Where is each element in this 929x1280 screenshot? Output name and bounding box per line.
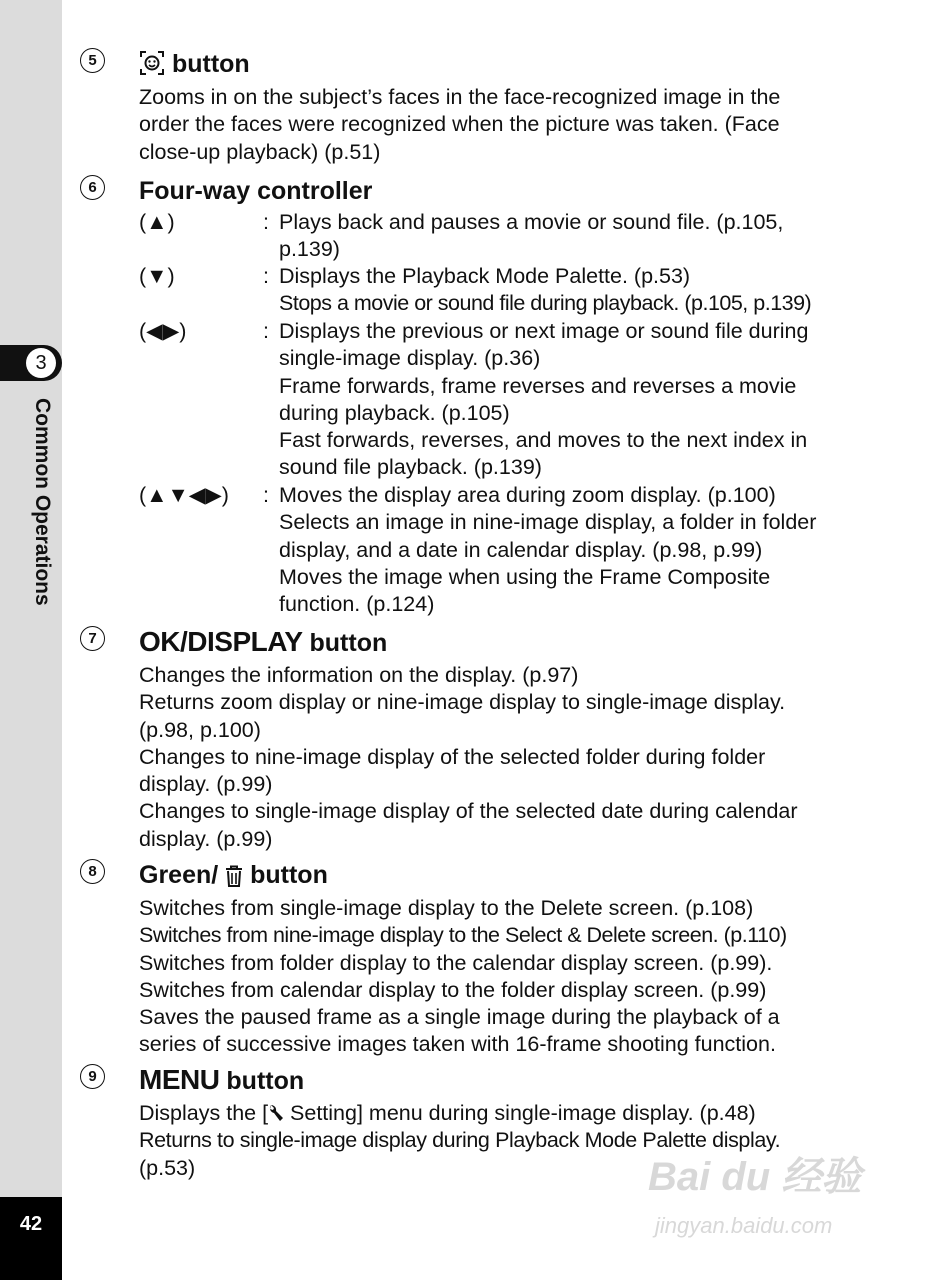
section-title: button — [250, 861, 328, 889]
desc-line: Stops a movie or sound file during playback. (p.105, p.139) — [279, 291, 812, 316]
desc-line: Fast forwards, reverses, and moves to the next index in — [279, 428, 808, 453]
section-body — [139, 895, 869, 1059]
page-number: 42 — [19, 1213, 43, 1235]
section-heading — [139, 861, 328, 889]
body-line: order the faces were recognized when the picture was taken. (Face — [139, 112, 780, 137]
colon: : — [263, 264, 269, 288]
desc-line: function. (p.124) — [279, 592, 435, 617]
body-line: Switches from calendar display to the folder display screen. (p.99) — [139, 977, 767, 1002]
desc-line: single-image display. (p.36) — [279, 346, 541, 371]
body-line — [139, 1100, 869, 1127]
section-title: button — [226, 1067, 305, 1095]
trash-icon — [225, 865, 243, 887]
desc-line: p.139) — [279, 237, 340, 262]
section-title: button — [309, 629, 388, 657]
desc-line: display, and a date in calendar display. (p.98, p.99) — [279, 537, 763, 562]
body-line: Changes to single-image display of the selected date during calendar — [139, 799, 798, 824]
control-description — [279, 482, 816, 618]
body-line: display. (p.99) — [139, 772, 273, 797]
body-line: Switches from folder display to the calendar display screen. (p.99). — [139, 950, 773, 975]
line-suffix: Setting] menu during single-image display. (p.48) — [284, 1101, 756, 1125]
section-title: Four-way controller — [139, 177, 373, 205]
desc-line: Displays the previous or next image or sound file during — [279, 319, 809, 343]
item-number: 6 — [80, 175, 105, 200]
item-number: 9 — [80, 1064, 105, 1089]
control-key: (◀▶) — [139, 319, 187, 343]
control-key: (▼) — [139, 264, 175, 288]
watermark-url: jingyan.baidu.com — [655, 1213, 833, 1238]
section-title: button — [171, 50, 250, 78]
section-body — [139, 662, 869, 853]
body-line: Returns to single-image display during Playback Mode Palette display. — [139, 1128, 781, 1153]
desc-line: Moves the display area during zoom display. (p.100) — [279, 483, 776, 507]
face-recognition-icon — [139, 50, 165, 76]
body-line: series of successive images taken with 16-frame shooting function. — [139, 1032, 776, 1057]
control-key: (▲▼◀▶) — [139, 483, 229, 507]
desc-line: Displays the Playback Mode Palette. (p.53) — [279, 264, 691, 288]
item-number: 7 — [80, 626, 105, 651]
watermark-logo: Bai du 经验 — [648, 1155, 862, 1199]
section-heading — [139, 1066, 304, 1095]
ok-display-label: OK/DISPLAY — [139, 626, 303, 657]
desc-line: Selects an image in nine-image display, a folder in folder — [279, 510, 817, 535]
body-line: Switches from nine-image display to the Select & Delete screen. (p.110) — [139, 923, 787, 948]
section-heading — [139, 50, 250, 78]
colon: : — [263, 319, 269, 343]
body-line: Zooms in on the subject’s faces in the face-recognized image in the — [139, 85, 781, 109]
body-line: display. (p.99) — [139, 826, 273, 851]
desc-line: during playback. (p.105) — [279, 400, 510, 425]
line-prefix: Displays the [ — [139, 1101, 269, 1125]
menu-label: MENU — [139, 1064, 220, 1095]
body-line: Changes the information on the display. (p.97) — [139, 663, 579, 687]
colon: : — [263, 210, 269, 234]
control-description — [279, 318, 808, 482]
desc-line: Frame forwards, frame reverses and reverses a movie — [279, 373, 797, 398]
section-body — [139, 84, 869, 166]
body-line: close-up playback) (p.51) — [139, 139, 381, 164]
desc-line: Moves the image when using the Frame Composite — [279, 564, 771, 589]
chapter-tab — [0, 345, 62, 381]
control-key: (▲) — [139, 210, 175, 234]
desc-line: Plays back and pauses a movie or sound file. (p.105, — [279, 210, 784, 234]
green-label: Green/ — [139, 861, 219, 889]
section-heading — [139, 628, 387, 657]
body-line: Switches from single-image display to the Delete screen. (p.108) — [139, 896, 754, 920]
wrench-icon — [268, 1104, 284, 1122]
desc-line: sound file playback. (p.139) — [279, 455, 542, 480]
chapter-title: Common Operations — [31, 398, 54, 606]
item-number: 8 — [80, 859, 105, 884]
control-description — [279, 263, 811, 318]
control-description — [279, 209, 783, 264]
body-line: Saves the paused frame as a single image during the playback of a — [139, 1005, 780, 1030]
page-number-box — [0, 1197, 62, 1280]
body-line: (p.98, p.100) — [139, 717, 261, 742]
body-line: (p.53) — [139, 1155, 196, 1180]
colon: : — [263, 483, 269, 507]
body-line: Changes to nine-image display of the selected folder during folder — [139, 744, 766, 769]
item-number: 5 — [80, 48, 105, 73]
sidebar-strip — [0, 0, 62, 1280]
body-line: Returns zoom display or nine-image display to single-image display. — [139, 690, 786, 715]
chapter-number: 3 — [26, 348, 56, 378]
